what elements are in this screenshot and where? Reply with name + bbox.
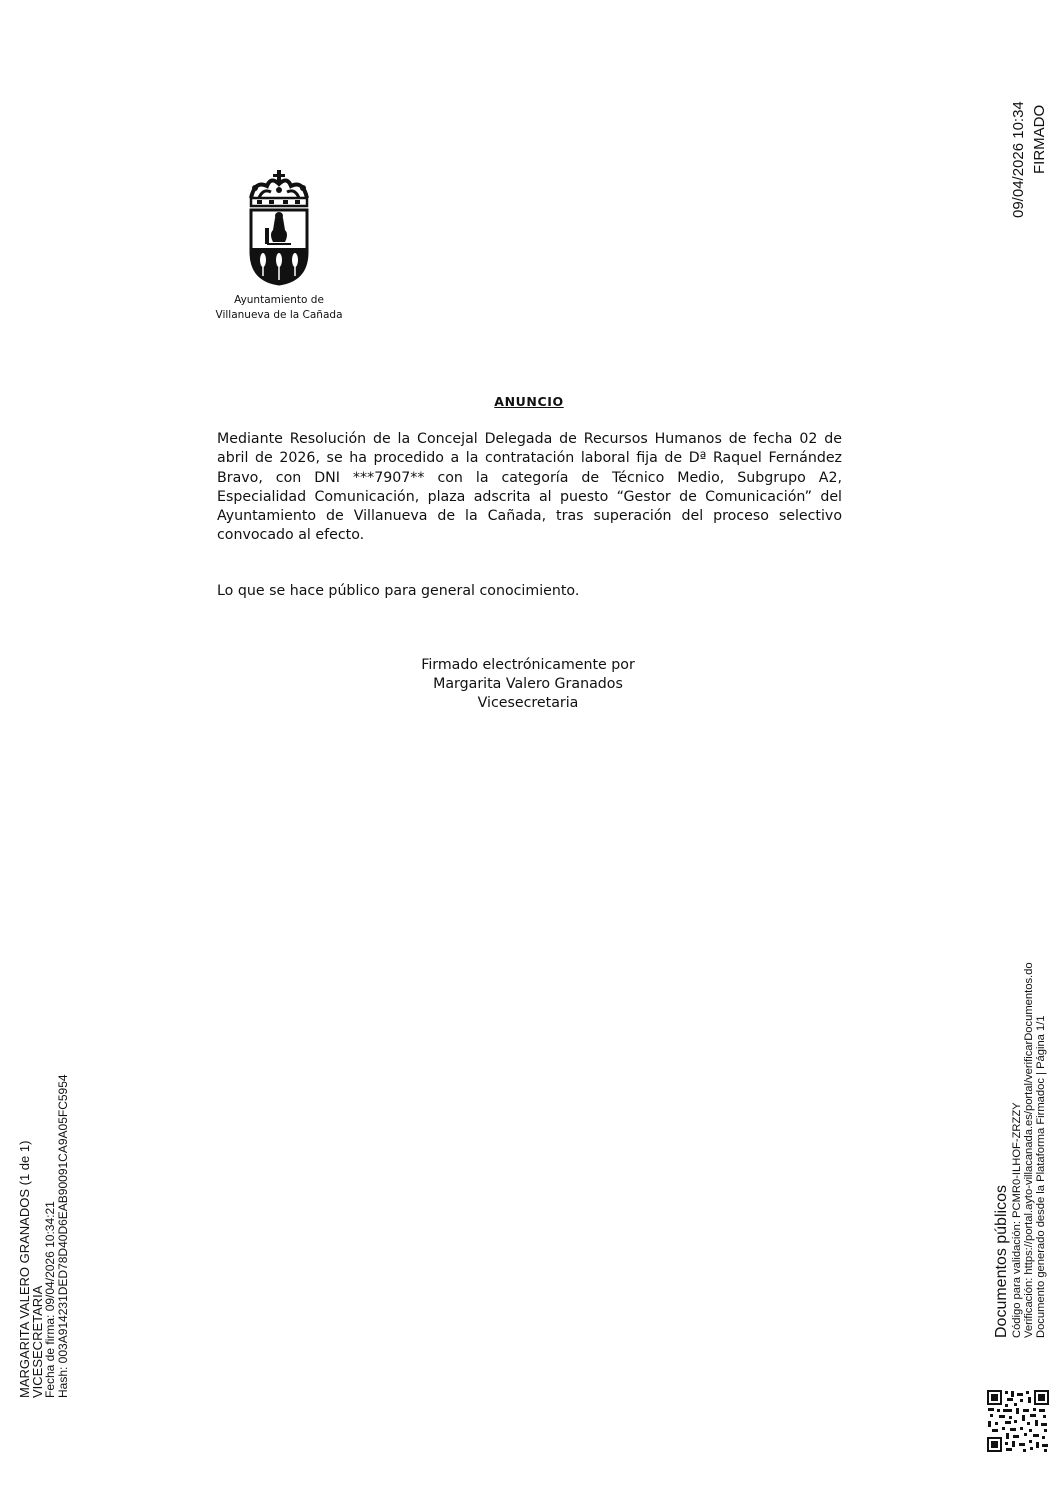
signature-role: Vicesecretaria: [477, 694, 579, 711]
signature-name: Margarita Valero Granados: [433, 675, 623, 692]
logo-text-line2: Villanueva de la Cañada: [215, 309, 343, 321]
document-title: ANUNCIO: [494, 394, 564, 409]
signer-role: VICESECRETARIA: [29, 1285, 45, 1398]
closing-line: Lo que se hace público para general conocimiento.: [217, 583, 580, 599]
verification-heading: Documentos públicos: [993, 1185, 1010, 1338]
verification-info: [993, 962, 1048, 1338]
signer-info: [19, 1074, 69, 1398]
signer-hash: Hash: 003A914231DED78D40D6EAB90091CA9A05FC5954: [55, 1074, 70, 1398]
announcement-body: Mediante Resolución de la Concejal Delegada de Recursos Humanos de fecha 02 de abril de 2026, se ha procedido a la contratación laboral fija de Dª Raquel Fernández Bravo, con DNI ***7907** con la categoría de Técnico Medio, Subgrupo A2, Especialidad Comunicación, plaza adscrita al puesto “Gestor de Comunicación” del Ayuntamiento de Villanueva de la Cañada, tras superación del proceso selectivo convocado al efecto.: [217, 431, 842, 544]
stamp-datetime: 09/04/2026 10:34: [1010, 101, 1027, 218]
qr-code-icon[interactable]: [986, 1389, 1050, 1453]
stamp-status: FIRMADO: [1031, 104, 1048, 174]
verification-footer: Documento generado desde la Plataforma Firmadoc | Página 1/1: [1035, 1015, 1048, 1338]
logo-text-line1: Ayuntamiento de: [234, 294, 324, 306]
signature-line1: Firmado electrónicamente por: [421, 657, 635, 673]
signer-date: Fecha de firma: 09/04/2026 10:34:21: [43, 1201, 57, 1398]
signer-name: MARGARITA VALERO GRANADOS (1 de 1): [17, 1140, 32, 1398]
signed-stamp: [1008, 101, 1050, 218]
signature-block: [378, 656, 678, 712]
municipal-logo: [208, 168, 350, 328]
coat-of-arms-icon: [245, 168, 313, 286]
verification-code: Código para validación: PCMR0-ILHOF-ZRZZY: [1011, 1102, 1023, 1338]
verification-url[interactable]: Verificación: https://portal.ayto-villacanada.es/portal/verificarDocumentos.do: [1023, 962, 1036, 1338]
